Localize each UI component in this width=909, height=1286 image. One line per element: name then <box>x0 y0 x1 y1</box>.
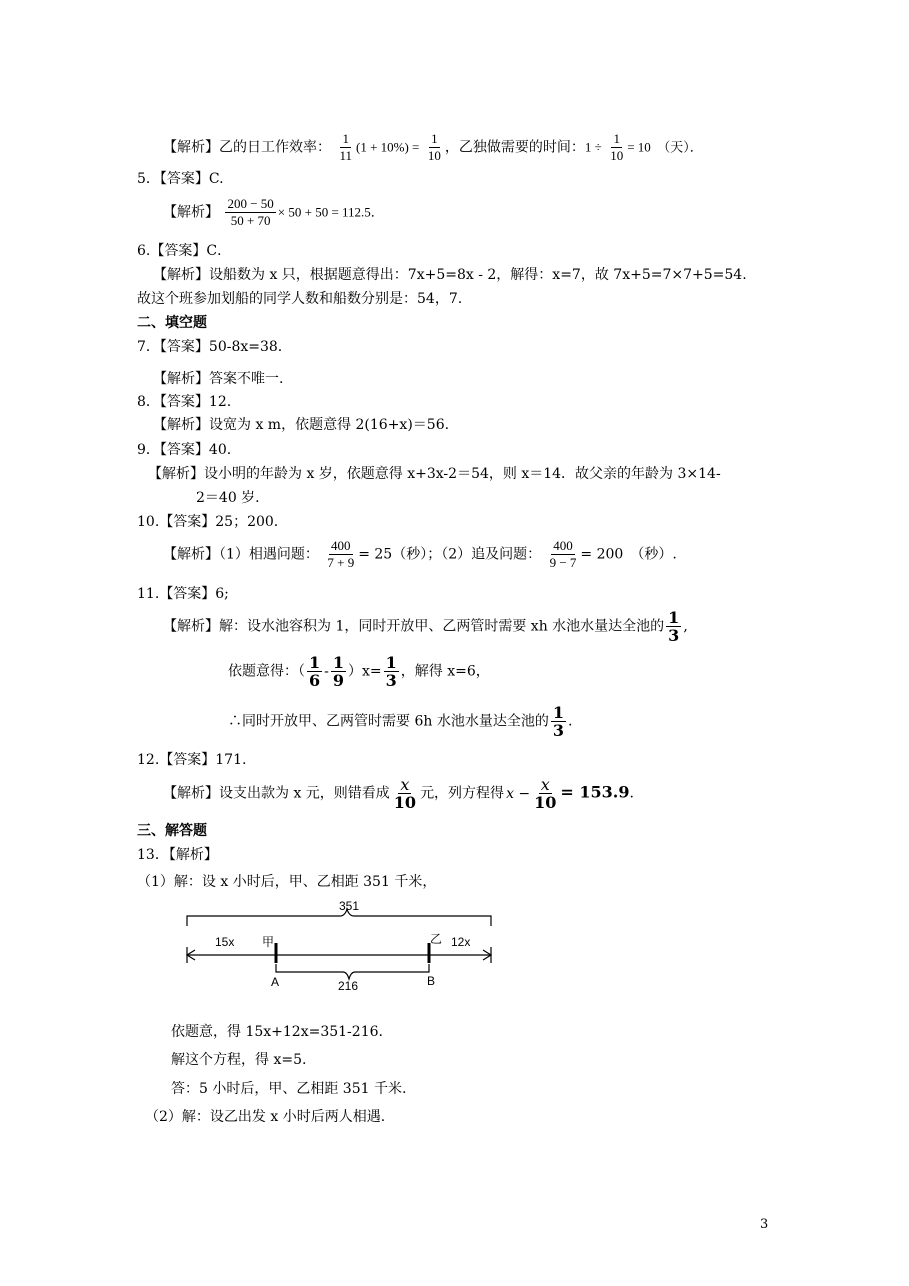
q12-analysis <box>163 776 634 811</box>
q10-t3: = 200 （秒）. <box>580 546 677 563</box>
label-jia: 甲 <box>262 935 275 949</box>
fraction: $\frac{1}{9}$ <box>332 653 345 690</box>
q8-analysis: 【解析】设宽为 x m，依题意得 2(16+x)＝56. <box>153 417 450 433</box>
q9-analysis-line1: 【解析】设小明的年龄为 x 岁，依题意得 x+3x-2＝54，则 x＝14．故父亲的年龄为 3×14- <box>148 466 721 482</box>
label-left-len: 15x <box>215 935 235 949</box>
q9-analysis-line2: 2＝40 岁. <box>196 490 260 506</box>
fraction: $\frac{200 - 50}{50 + 70}$ <box>227 196 274 228</box>
q10-t1: （1）相遇问题： <box>219 546 319 563</box>
analysis-label: 【解析】 <box>163 618 219 635</box>
distance-diagram <box>175 896 505 1006</box>
q4-text1: 乙的日工作效率： <box>219 139 331 156</box>
q4-analysis <box>163 131 703 164</box>
analysis-label: 【解析】 <box>163 785 219 802</box>
fraction: $\frac{1}{6}$ <box>309 653 321 690</box>
q5-analysis <box>163 196 384 229</box>
q11-t2a: 依题意得：（ <box>228 663 305 680</box>
q8-answer: 8．【答案】12. <box>137 394 232 410</box>
q11-answer: 11.【答案】6; <box>137 586 229 602</box>
fraction: $\frac{1}{10}$ <box>610 131 624 163</box>
q11-analysis-line1 <box>163 609 688 644</box>
q13-step1: 依题意，得 15x+12x=351-216. <box>171 1024 383 1040</box>
fraction: $\frac{1}{3}$ <box>552 703 564 740</box>
q13-part1: （1）解：设 x 小时后，甲、乙相距 351 千米， <box>137 874 437 890</box>
q11-t2b: ）x= <box>348 663 382 680</box>
q7-answer: 7．【答案】50-8x=38. <box>137 339 283 355</box>
q11-t3end: . <box>567 713 573 730</box>
q11-analysis-line3 <box>228 704 572 739</box>
q6-analysis-line1: 【解析】设船数为 x 只，根据题意得出：7x+5=8x - 2，解得：x=7，故 7x+5=7×7+5=54. <box>153 267 747 283</box>
q5-answer: 5．【答案】C. <box>137 171 224 187</box>
fraction: $\frac{1}{10}$ <box>427 131 441 163</box>
q11-t1end: , <box>683 618 688 635</box>
q10-t2: = 25（秒）；（2）追及问题： <box>358 546 542 563</box>
q13-step3: 答：5 小时后，甲、乙相距 351 千米. <box>171 1081 407 1097</box>
q11-analysis-line2 <box>228 654 490 689</box>
q12-answer: 12.【答案】171. <box>137 752 247 768</box>
q10-analysis <box>163 538 677 571</box>
fraction: $\frac{400}{9 - 7}$ <box>549 538 577 570</box>
q12-t2: 元，列方程得 <box>420 785 505 802</box>
fraction: $\frac{x}{10}$ <box>534 775 557 812</box>
q11-minus: - <box>324 663 329 680</box>
q4-pre: 1 ÷ <box>584 139 602 155</box>
q12-t1: 设支出款为 x 元，则错看成 <box>219 785 390 802</box>
fraction: $\frac{400}{7 + 9}$ <box>327 538 355 570</box>
q4-mid: (1 + 10%) = <box>355 139 420 155</box>
label-right-len: 12x <box>451 935 471 949</box>
q4-text2: ，乙独做需要的时间： <box>444 139 585 156</box>
q6-answer: 6.【答案】C． <box>137 243 232 259</box>
q9-answer: 9．【答案】40. <box>137 442 232 458</box>
analysis-label: 【解析】 <box>163 204 219 221</box>
q4-post: = 10 （天）． <box>627 139 703 155</box>
brace-mid <box>276 964 429 979</box>
q5-post: × 50 + 50 = 112.5． <box>277 204 384 220</box>
q13-step2: 解这个方程，得 x=5. <box>171 1052 307 1068</box>
fraction: $\frac{1}{3}$ <box>668 608 680 645</box>
q13-head: 13．【解析】 <box>137 847 218 863</box>
fraction: $\frac{x}{10}$ <box>393 775 417 812</box>
q13-part2: （2）解：设乙出发 x 小时后两人相遇. <box>145 1109 386 1125</box>
label-mid-len: 216 <box>338 979 359 993</box>
q12-t4: . <box>629 785 634 802</box>
q11-t2c: ，解得 x=6， <box>400 663 490 680</box>
label-b: B <box>427 974 436 988</box>
q6-analysis-line2: 故这个班参加划船的同学人数和船数分别是：54，7. <box>137 291 463 307</box>
label-total: 351 <box>339 899 360 913</box>
q10-answer: 10.【答案】25；200. <box>137 514 279 530</box>
fraction: $\frac{1}{3}$ <box>385 653 397 690</box>
page-number: 3 <box>760 1217 769 1232</box>
analysis-label: 【解析】 <box>163 546 219 563</box>
fraction: $\frac{1}{11}$ <box>339 131 352 163</box>
q12-result: = 153.9 <box>560 782 630 802</box>
q7-analysis: 【解析】答案不唯一. <box>153 371 284 387</box>
label-yi: 乙 <box>430 932 443 946</box>
q11-t1: 解：设水池容积为 1，同时开放甲、乙两管时需要 xh 水池水量达全池的 <box>219 618 665 635</box>
q11-t3: ∴同时开放甲、乙两管时需要 6h 水池水量达全池的 <box>228 713 549 730</box>
section-heading-fill-blank: 二、填空题 <box>137 315 207 331</box>
analysis-label: 【解析】 <box>163 139 219 156</box>
label-a: A <box>271 975 280 989</box>
section-heading-solve: 三、解答题 <box>137 823 207 839</box>
q12-x: x − <box>506 785 531 802</box>
